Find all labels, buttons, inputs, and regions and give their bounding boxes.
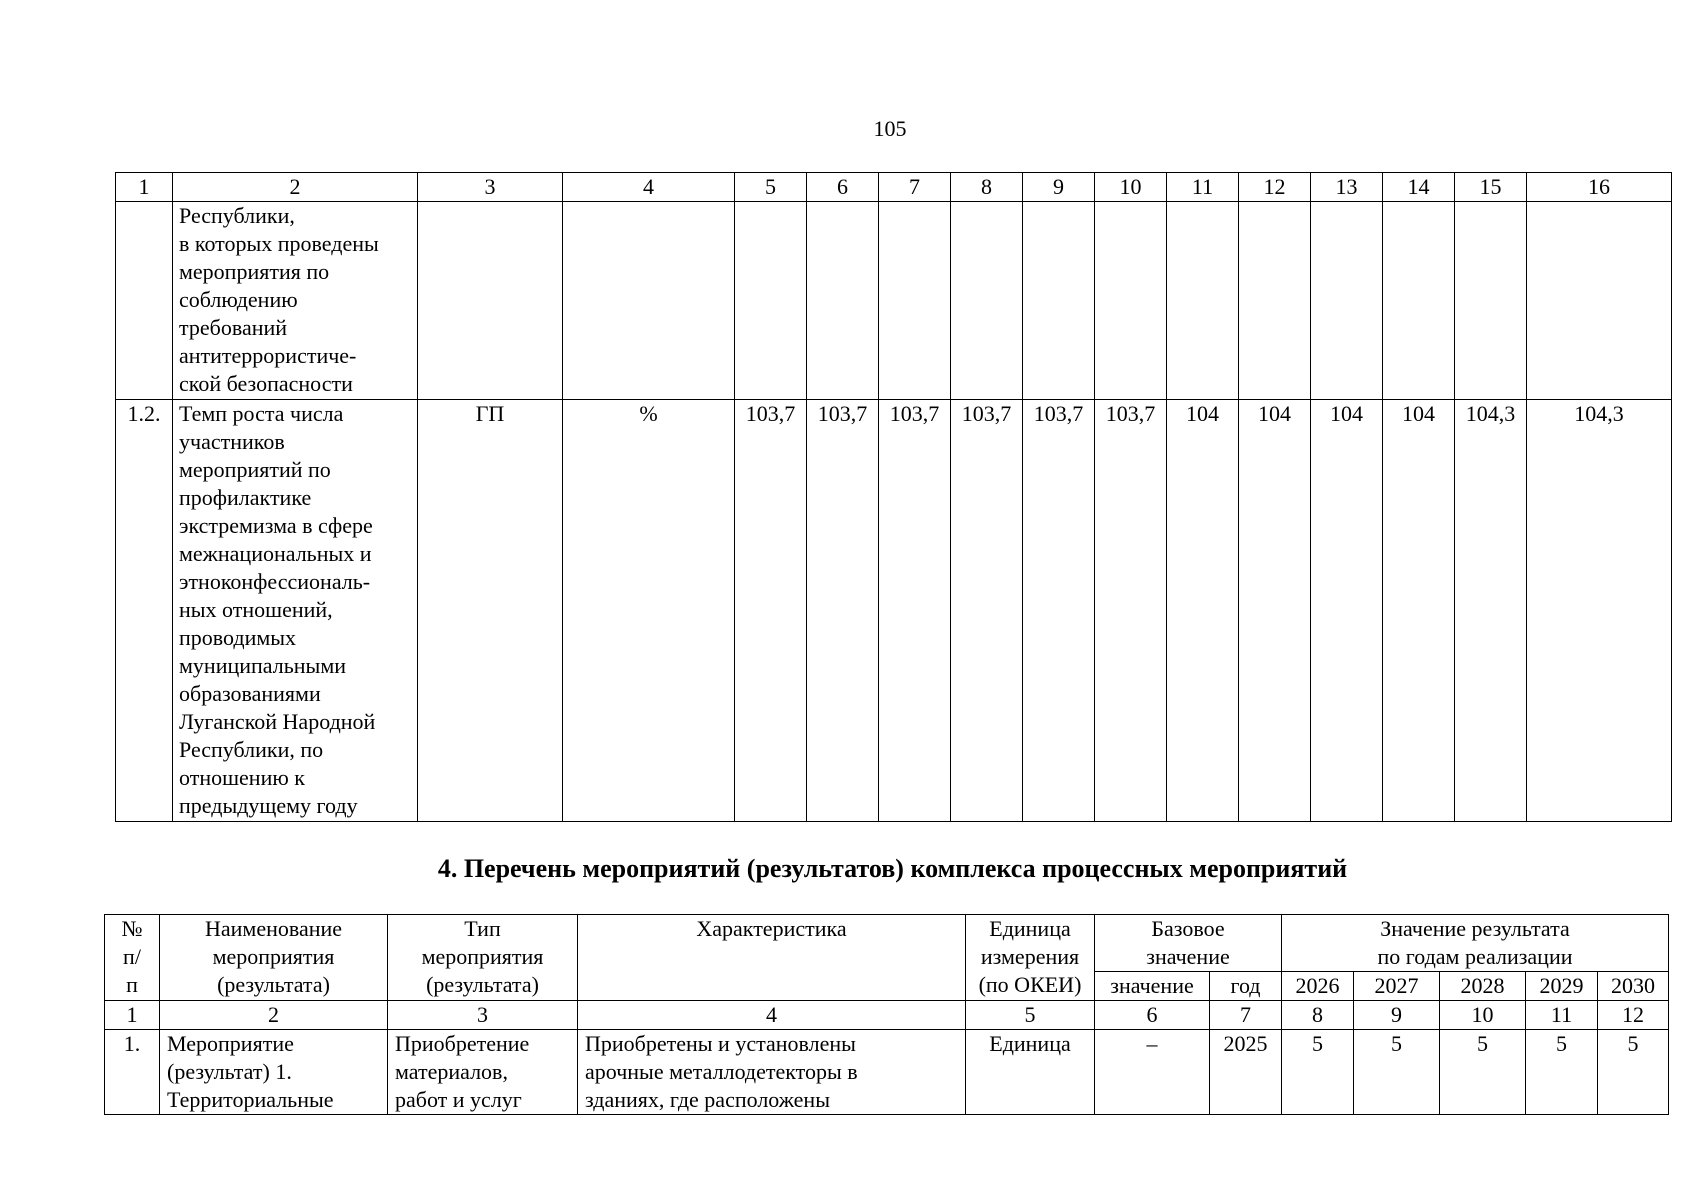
text-line: Луганской Народной — [179, 709, 376, 734]
row-number: 1. — [105, 1030, 160, 1115]
col-num: 4 — [578, 1001, 966, 1030]
col-num: 1 — [116, 173, 173, 202]
col-num: 9 — [1354, 1001, 1440, 1030]
text-line: Темп роста числа — [179, 401, 344, 426]
column-number-row — [116, 173, 1672, 202]
value-cell: 104,3 — [1527, 400, 1672, 822]
text-line: экстремизма в сфере — [179, 513, 373, 538]
col-num: 12 — [1239, 173, 1311, 202]
text-line: отношению к — [179, 765, 305, 790]
column-number-row — [105, 1001, 1669, 1030]
text-line: требований — [179, 315, 288, 340]
header-year: 2028 — [1440, 972, 1526, 1001]
header-year: 2026 — [1282, 972, 1354, 1001]
text-line: ской безопасности — [179, 371, 353, 396]
indicators-table — [115, 172, 1672, 822]
col-num: 7 — [1210, 1001, 1282, 1030]
text-line: антитеррористиче- — [179, 343, 357, 368]
col-num: 13 — [1311, 173, 1383, 202]
col-num: 10 — [1095, 173, 1167, 202]
col-num: 11 — [1167, 173, 1239, 202]
text-line: в которых проведены — [179, 231, 379, 256]
value-cell: 104,3 — [1455, 400, 1527, 822]
header-base-year: год — [1210, 972, 1282, 1001]
text-line: мероприятия по — [179, 259, 330, 284]
text-line: мероприятий по — [179, 457, 331, 482]
text-line: участников — [179, 429, 285, 454]
text-line: образованиями — [179, 681, 321, 706]
year-value: 5 — [1282, 1030, 1354, 1115]
col-num: 2 — [173, 173, 418, 202]
header-unit: Единица измерения (по ОКЕИ) — [966, 915, 1095, 1001]
value-cell: 103,7 — [879, 400, 951, 822]
col-num: 6 — [1095, 1001, 1210, 1030]
col-num: 8 — [951, 173, 1023, 202]
text-line: ных отношений, — [179, 597, 333, 622]
value-cell: 103,7 — [807, 400, 879, 822]
col-num: 3 — [418, 173, 563, 202]
col-num: 4 — [563, 173, 735, 202]
col-num: 6 — [807, 173, 879, 202]
text-line: Республики, — [179, 203, 295, 228]
col-num: 9 — [1023, 173, 1095, 202]
section-title: 4. Перечень мероприятий (результатов) комплекса процессных мероприятий — [437, 854, 1348, 883]
text-line: Республики, по — [179, 737, 324, 762]
row-number: 1.2. — [116, 400, 173, 822]
col-num: 2 — [160, 1001, 388, 1030]
value-cell: 103,7 — [951, 400, 1023, 822]
indicator-unit: % — [563, 400, 735, 822]
text-line: этноконфессиональ- — [179, 569, 371, 594]
text-line: соблюдению — [179, 287, 298, 312]
text-line: предыдущему году — [179, 793, 358, 818]
col-num: 1 — [105, 1001, 160, 1030]
year-value: 5 — [1598, 1030, 1669, 1115]
base-value: – — [1095, 1030, 1210, 1115]
measure-name: Мероприятие (результат) 1. Территориальные — [160, 1030, 388, 1115]
text-line: муниципальными — [179, 653, 347, 678]
header-number: № п/ п — [105, 915, 160, 1001]
header-name: Наименование мероприятия (результата) — [160, 915, 388, 1001]
col-num: 12 — [1598, 1001, 1669, 1030]
header-type: Тип мероприятия (результата) — [388, 915, 578, 1001]
table-row — [116, 400, 1672, 822]
table-row — [105, 1030, 1669, 1115]
value-cell: 104 — [1311, 400, 1383, 822]
text-line: профилактике — [179, 485, 312, 510]
col-num: 7 — [879, 173, 951, 202]
measure-type: Приобретение материалов, работ и услуг — [388, 1030, 578, 1115]
text-line: межнациональных и — [179, 541, 372, 566]
text-line: проводимых — [179, 625, 297, 650]
value-cell: 103,7 — [1023, 400, 1095, 822]
header-year: 2029 — [1526, 972, 1598, 1001]
year-value: 5 — [1354, 1030, 1440, 1115]
header-characteristic: Характеристика — [578, 915, 966, 1001]
page-number: 105 — [873, 116, 907, 141]
indicator-name-cell — [173, 400, 418, 822]
col-num: 5 — [966, 1001, 1095, 1030]
value-cell: 103,7 — [1095, 400, 1167, 822]
header-result: Значение результата по годам реализации — [1282, 915, 1669, 972]
value-cell: 104 — [1383, 400, 1455, 822]
header-row — [105, 915, 1669, 972]
value-cell: 104 — [1167, 400, 1239, 822]
col-num: 11 — [1526, 1001, 1598, 1030]
value-cell: 104 — [1239, 400, 1311, 822]
base-year: 2025 — [1210, 1030, 1282, 1115]
value-cell: 103,7 — [735, 400, 807, 822]
year-value: 5 — [1440, 1030, 1526, 1115]
col-num: 14 — [1383, 173, 1455, 202]
col-num: 5 — [735, 173, 807, 202]
col-num: 3 — [388, 1001, 578, 1030]
indicator-type: ГП — [418, 400, 563, 822]
col-num: 10 — [1440, 1001, 1526, 1030]
col-num: 15 — [1455, 173, 1527, 202]
col-num: 8 — [1282, 1001, 1354, 1030]
measure-unit: Единица — [966, 1030, 1095, 1115]
year-value: 5 — [1526, 1030, 1598, 1115]
measures-table — [104, 914, 1669, 1115]
header-year: 2030 — [1598, 972, 1669, 1001]
header-base: Базовое значение — [1095, 915, 1282, 972]
header-base-value: значение — [1095, 972, 1210, 1001]
col-num: 16 — [1527, 173, 1672, 202]
measure-characteristic: Приобретены и установлены арочные металлодетекторы в зданиях, где расположены — [578, 1030, 966, 1115]
header-year: 2027 — [1354, 972, 1440, 1001]
table-row — [116, 202, 1672, 400]
indicator-name-cell — [173, 202, 418, 400]
